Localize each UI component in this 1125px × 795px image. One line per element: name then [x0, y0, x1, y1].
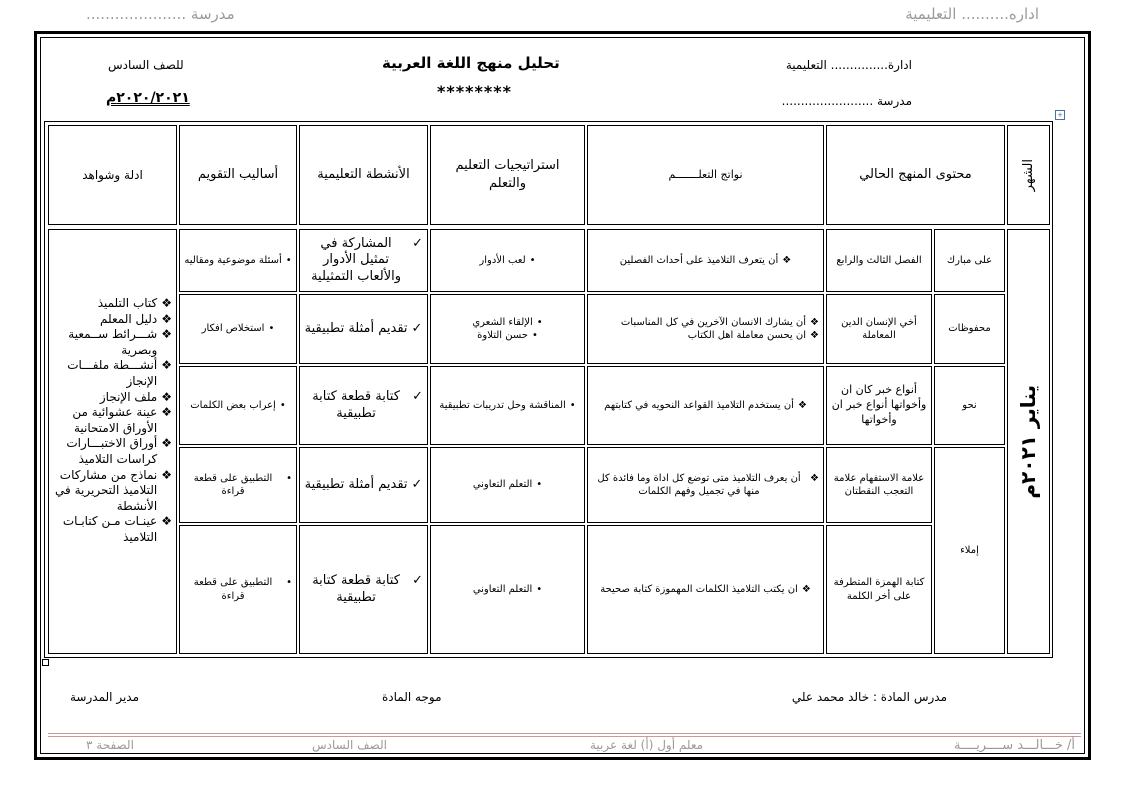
- strategy-cell: • الإلقاء الشعري • حسن التلاوة: [430, 294, 585, 364]
- header-strategies: استراتيجيات التعليم والتعلم: [430, 125, 585, 225]
- branch-cell: محفوظات: [934, 294, 1005, 364]
- content-cell: علامة الاستفهام علامة التعجب النقطتان: [826, 447, 932, 523]
- strategy-cell: • التعلم التعاوني: [430, 447, 585, 523]
- activity-cell: ✓ المشاركة في تمثيل الأدوار والألعاب التمثيلية: [299, 229, 428, 292]
- admin-label: ادارة............... التعليمية: [785, 58, 912, 72]
- footer-grade: الصف السادس: [312, 738, 387, 752]
- activity-cell: ✓ كتابة قطعة كتابة تطبيقية: [299, 366, 428, 445]
- footer-rule: [48, 736, 1081, 737]
- header-assessment: أساليب التقويم: [179, 125, 297, 225]
- activity-cell: ✓ تقديم أمثلة تطبيقية: [299, 447, 428, 523]
- evidence-item: ❖ ملف الإنجاز: [99, 389, 172, 404]
- grade-label: للصف السادس: [108, 58, 184, 72]
- header-content: محتوى المنهج الحالي: [826, 125, 1005, 225]
- month-cell: يناير ٢٠٢١م: [1007, 229, 1050, 654]
- page-header-school: مدرسة .....................: [86, 5, 235, 23]
- evidence-item: ❖ أوراق الاختبـــارات: [66, 436, 172, 451]
- footer-page-number: الصفحة ٣: [86, 738, 134, 752]
- principal-signature: مدير المدرسة: [70, 690, 140, 704]
- branch-cell: نحو: [934, 366, 1005, 445]
- header-evidence: ادلة وشواهد: [48, 125, 177, 225]
- supervisor-signature: موجه المادة: [382, 690, 442, 704]
- activity-cell: ✓ كتابة قطعة كتابة تطبيقية: [299, 525, 428, 654]
- branch-cell: إملاء: [934, 447, 1005, 654]
- teacher-signature: مدرس المادة : خالد محمد علي: [791, 690, 947, 704]
- footer-author: أ/ خـــالـــد ســــريــــة: [953, 738, 1075, 753]
- page-header-admin: اداره.......... التعليمية: [905, 5, 1039, 23]
- header-activities: الأنشطة التعليمية: [299, 125, 428, 225]
- title-stars: ********: [437, 82, 512, 101]
- content-cell: كتابة الهمزة المتطرفة على أخر الكلمة: [826, 525, 932, 654]
- evidence-item: ❖ شـــرائط ســمعية وبصرية: [68, 327, 172, 357]
- strategy-cell: • التعلم التعاوني: [430, 525, 585, 654]
- evidence-item: ❖ عينـات مـن كتابـات التلاميذ: [62, 514, 172, 544]
- content-cell: أخي الإنسان الدين المعاملة: [826, 294, 932, 364]
- content-cell: أنواع خبر كان ان وأخواتها أنواع خبر ان وأخواتها: [826, 366, 932, 445]
- outcome-cell: ❖ أن يعرف التلاميذ متى توضع كل اداة وما فائدة كل منها في تجميل وفهم الكلمات: [587, 447, 824, 523]
- footer-rule: [48, 733, 1081, 734]
- outcome-cell: ❖ أن يتعرف التلاميذ على أحداث الفصلين: [587, 229, 824, 292]
- footer-teacher-role: معلم أول (أ) لغة عربية: [590, 738, 704, 752]
- move-handle-icon[interactable]: +: [1055, 110, 1065, 120]
- resize-handle-icon[interactable]: [42, 659, 49, 666]
- branch-cell: على مبارك: [934, 229, 1005, 292]
- assessment-cell: • التطبيق على قطعة قراءة: [179, 525, 297, 654]
- outcome-cell: ❖ أن يستخدم التلاميذ القواعد النحويه في كتابتهم: [587, 366, 824, 445]
- assessment-cell: • إعراب بعض الكلمات: [179, 366, 297, 445]
- strategy-cell: • المناقشة وحل تدريبات تطبيقية: [430, 366, 585, 445]
- assessment-cell: • التطبيق على قطعة قراءة: [179, 447, 297, 523]
- evidence-item: كراسات التلاميذ: [78, 451, 158, 466]
- evidence-cell: [48, 229, 177, 654]
- outcome-cell: ❖ ان يكتب التلاميذ الكلمات المهموزة كتابة صحيحة: [587, 525, 824, 654]
- evidence-item: ❖ أنشـــطة ملفـــات الإنجاز: [67, 358, 172, 388]
- activity-cell: ✓ تقديم أمثلة تطبيقية: [299, 294, 428, 364]
- strategy-cell: • لعب الأدوار: [430, 229, 585, 292]
- evidence-item: ❖ كتاب التلميذ: [97, 296, 172, 310]
- school-year: ٢٠٢٠/٢٠٢١م: [106, 90, 190, 106]
- evidence-item: ❖ نماذج من مشاركات التلاميذ التحريرية في الأنشطة: [55, 467, 172, 513]
- assessment-cell: • أسئلة موضوعية ومقاليه: [179, 229, 297, 292]
- assessment-cell: • استخلاص افكار: [179, 294, 297, 364]
- header-outcomes: نواتج التعلـــــــم: [587, 125, 824, 225]
- school-label: مدرسة ........................: [781, 94, 912, 108]
- outcome-cell: ❖ أن يشارك الانسان الآخرين في كل المناسبات ❖ ان يحسن معاملة اهل الكتاب: [587, 294, 824, 364]
- evidence-item: ❖ دليل المعلم: [100, 311, 172, 326]
- evidence-item: ❖ عينة عشوائية من الأوراق الامتحانية: [72, 405, 172, 435]
- header-month: الشهر: [1007, 125, 1050, 225]
- content-cell: الفصل الثالث والرابع: [826, 229, 932, 292]
- page-title: تحليل منهج اللغة العربية: [382, 54, 560, 72]
